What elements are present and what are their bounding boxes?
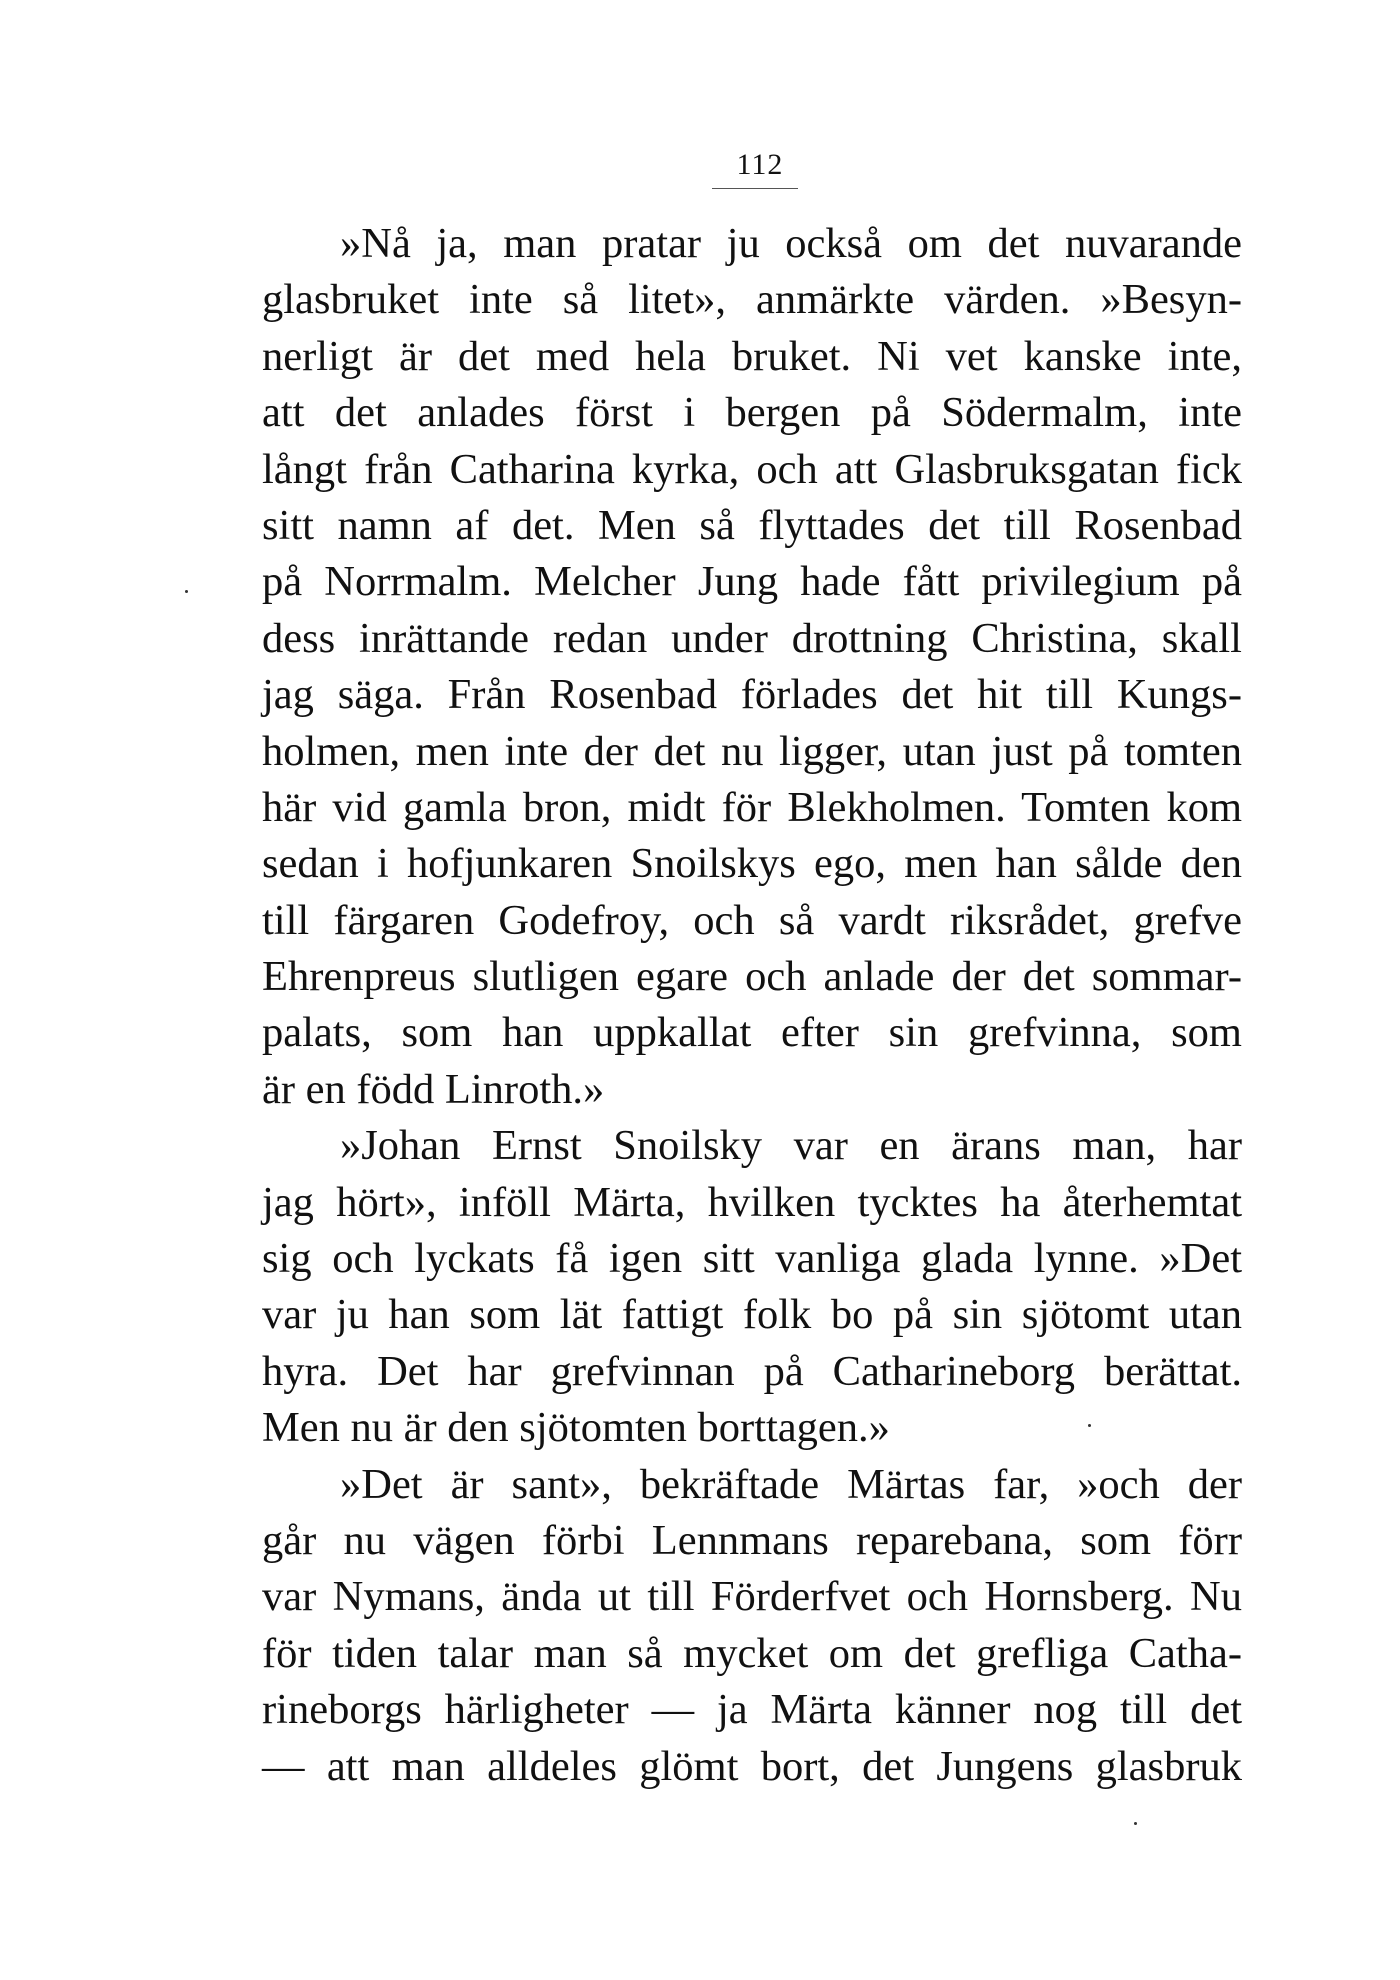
- text-line: var Nymans, ända ut till Förderfvet och Hornsberg. Nu: [262, 1573, 1242, 1621]
- text-line: sig och lyckats få igen sitt vanliga glada lynne. »Det: [262, 1235, 1242, 1283]
- text-line: sitt namn af det. Men så flyttades det till Rosenbad: [262, 501, 1242, 549]
- text-line: dess inrättande redan under drottning Christina, skall: [262, 614, 1242, 662]
- text-line: »Nå ja, man pratar ju också om det nuvarande: [340, 220, 1242, 267]
- print-speck: [1088, 1424, 1091, 1427]
- text-line: jag säga. Från Rosenbad förlades det hit till Kungs-: [262, 671, 1242, 719]
- text-line: »Johan Ernst Snoilsky var en ärans man, har: [340, 1122, 1242, 1170]
- text-line: glasbruket inte så litet», anmärkte värden. »Besyn-: [262, 276, 1242, 324]
- body-text: [262, 216, 1242, 1795]
- text-line: — att man alldeles glömt bort, det Jungens glasbruk: [262, 1742, 1242, 1790]
- text-line: till färgaren Godefroy, och så vardt riksrådet, grefve: [262, 896, 1242, 944]
- text-line: palats, som han uppkallat efter sin grefvinna, som: [262, 1009, 1242, 1057]
- print-speck: [1134, 1822, 1137, 1825]
- text-line: rineborgs härligheter — ja Märta känner nog till det: [262, 1686, 1242, 1734]
- text-line: långt från Catharina kyrka, och att Glasbruksgatan fick: [262, 445, 1242, 493]
- text-line: nerligt är det med hela bruket. Ni vet kanske inte,: [262, 332, 1242, 380]
- text-line: »Det är sant», bekräftade Märtas far, »och der: [340, 1460, 1242, 1508]
- text-line: jag hört», inföll Märta, hvilken tycktes ha återhemtat: [262, 1178, 1242, 1226]
- text-line: går nu vägen förbi Lennmans reparebana, som förr: [262, 1516, 1242, 1564]
- page-number-rule: [712, 188, 798, 189]
- text-line: hyra. Det har grefvinnan på Catharineborg berättat.: [262, 1347, 1242, 1395]
- text-line: att det anlades först i bergen på Södermalm, inte: [262, 389, 1242, 437]
- text-line: här vid gamla bron, midt för Blekholmen. Tomten kom: [262, 783, 1242, 831]
- text-line: holmen, men inte der det nu ligger, utan just på tomten: [262, 727, 1242, 775]
- text-line: var ju han som lät fattigt folk bo på sin sjötomt utan: [262, 1291, 1242, 1339]
- page-number: 112: [736, 148, 784, 181]
- text-line: Ehrenpreus slutligen egare och anlade der det sommar-: [262, 953, 1242, 1001]
- text-line: Men nu är den sjötomten borttagen.»: [262, 1404, 890, 1452]
- print-speck: [185, 590, 188, 593]
- text-line: på Norrmalm. Melcher Jung hade fått privilegium på: [262, 558, 1242, 606]
- text-line: är en född Linroth.»: [262, 1065, 605, 1113]
- text-line: för tiden talar man så mycket om det grefliga Catha-: [262, 1629, 1242, 1677]
- text-line: sedan i hofjunkaren Snoilskys ego, men han sålde den: [262, 840, 1242, 888]
